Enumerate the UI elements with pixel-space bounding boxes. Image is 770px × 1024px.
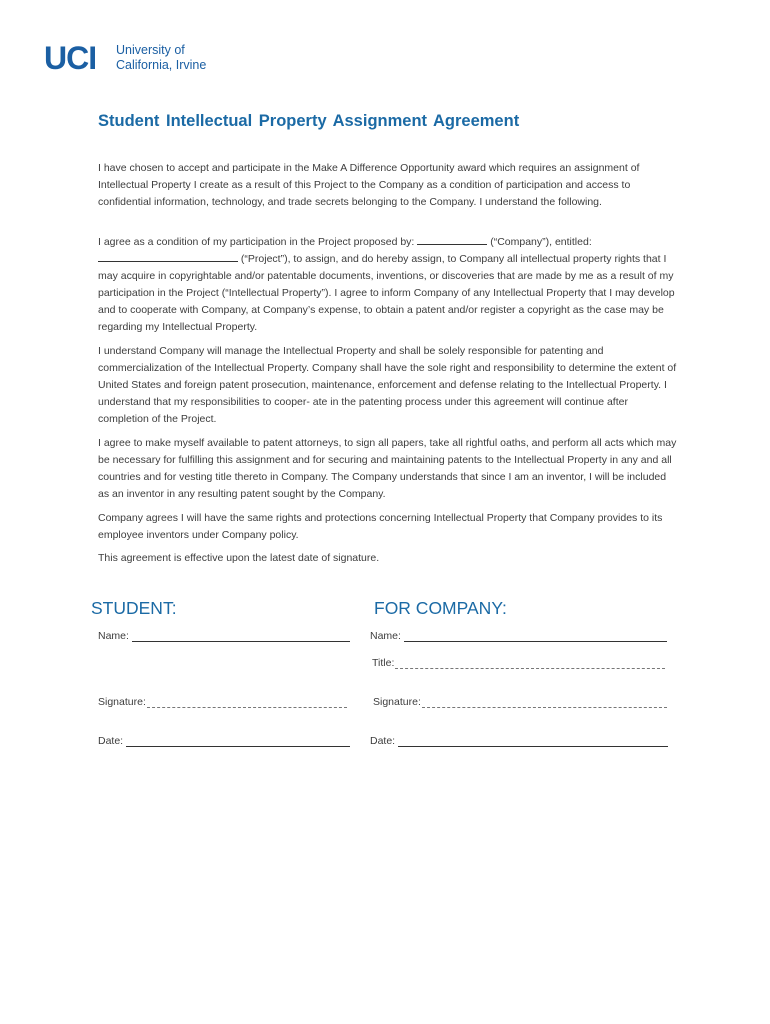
paragraph-effective-text: This agreement is effective upon the latest date of signature.	[98, 552, 380, 564]
company-title-field	[372, 656, 665, 670]
student-heading: STUDENT:	[91, 598, 177, 618]
student-name-field	[98, 629, 350, 643]
company-name-line[interactable]	[404, 629, 667, 642]
company-signature-line[interactable]	[422, 695, 667, 708]
company-date-field	[370, 734, 668, 748]
company-signature-label: Signature:	[373, 696, 421, 708]
company-title-line[interactable]	[395, 656, 665, 669]
student-name-label: Name:	[98, 630, 129, 642]
student-signature-line[interactable]	[147, 695, 347, 708]
company-signature-field	[373, 695, 667, 709]
paragraph-cooperation-text: I agree to make myself available to patent attorneys, to sign all papers, take all rightful oaths, and perform all acts which may be necessary for fulfilling this assignment and for securing and maintaining patents to the Intellectual Property in any and all countries and for vesting title thereto in Company. The Company understands that since I am an inventor, I will be included as an inventor in any resulting patent sought by the Company.	[98, 437, 677, 500]
paragraph-rights	[98, 510, 678, 544]
company-title-label: Title:	[372, 657, 395, 669]
student-date-label: Date:	[98, 735, 124, 747]
university-name	[116, 43, 206, 73]
paragraph-assignment-text	[98, 234, 678, 336]
project-title-blank[interactable]	[98, 251, 238, 262]
student-name-line[interactable]	[132, 629, 350, 642]
paragraph-cooperation	[98, 435, 678, 503]
assignment-text-c: (“Project”), to assign, and do hereby assign, to Company all intellectual property rights that I may acquire in copyrightable and/or patentable documents, inventions, or discoveries that are made by me as a result of my participation in the Project (“Intellectual Property”). I agree to inform Company of any Intellectual Property that I may develop and to cooperate with Company, at Company’s expense, to obtain a patent and/or register a copyright as the case may be regarding my Intellectual Property.	[98, 253, 675, 333]
student-date-line[interactable]	[126, 734, 350, 747]
paragraph-management-text: I understand Company will manage the Intellectual Property and shall be solely responsible for patenting and commercialization of the Intellectual Property. Company shall have the sole right and responsibility to determine the extent of United States and foreign patent prosecution, maintenance, enforcement and defense relating to the Intellectual Property. I understand that my responsibilities to cooper- ate in the patenting process under this agreement will continue after completion of the Project.	[98, 345, 677, 425]
company-name-blank[interactable]	[417, 234, 487, 245]
paragraph-effective	[98, 550, 678, 567]
university-line1: University of	[116, 43, 185, 57]
student-signature-field	[98, 695, 347, 709]
paragraph-intro	[98, 160, 678, 211]
company-date-line[interactable]	[398, 734, 668, 747]
paragraph-management	[98, 343, 678, 428]
paragraph-rights-text: Company agrees I will have the same rights and protections concerning Intellectual Property that Company provides to its employee inventors under Company policy.	[98, 512, 663, 541]
company-name-field	[370, 629, 667, 643]
paragraph-intro-text: I have chosen to accept and participate in the Make A Difference Opportunity award which requires an assignment of Intellectual Property I create as a result of this Project to the Company as a condition of participation and access to confidential information, technology, and trade secrets belonging to the Company. I understand the following.	[98, 162, 640, 208]
student-date-field	[98, 734, 350, 748]
paragraph-assignment	[98, 234, 678, 336]
assignment-text-b: (“Company”), entitled:	[490, 236, 592, 248]
assignment-text-a: I agree as a condition of my participation in the Project proposed by:	[98, 236, 415, 248]
student-signature-label: Signature:	[98, 696, 146, 708]
document-title: Student Intellectual Property Assignment Agreement	[98, 112, 520, 130]
logo-mark: UCI	[44, 40, 97, 76]
company-date-label: Date:	[370, 735, 396, 747]
company-name-label: Name:	[370, 630, 401, 642]
university-line2: California, Irvine	[116, 58, 207, 72]
company-heading: FOR COMPANY:	[374, 598, 507, 618]
